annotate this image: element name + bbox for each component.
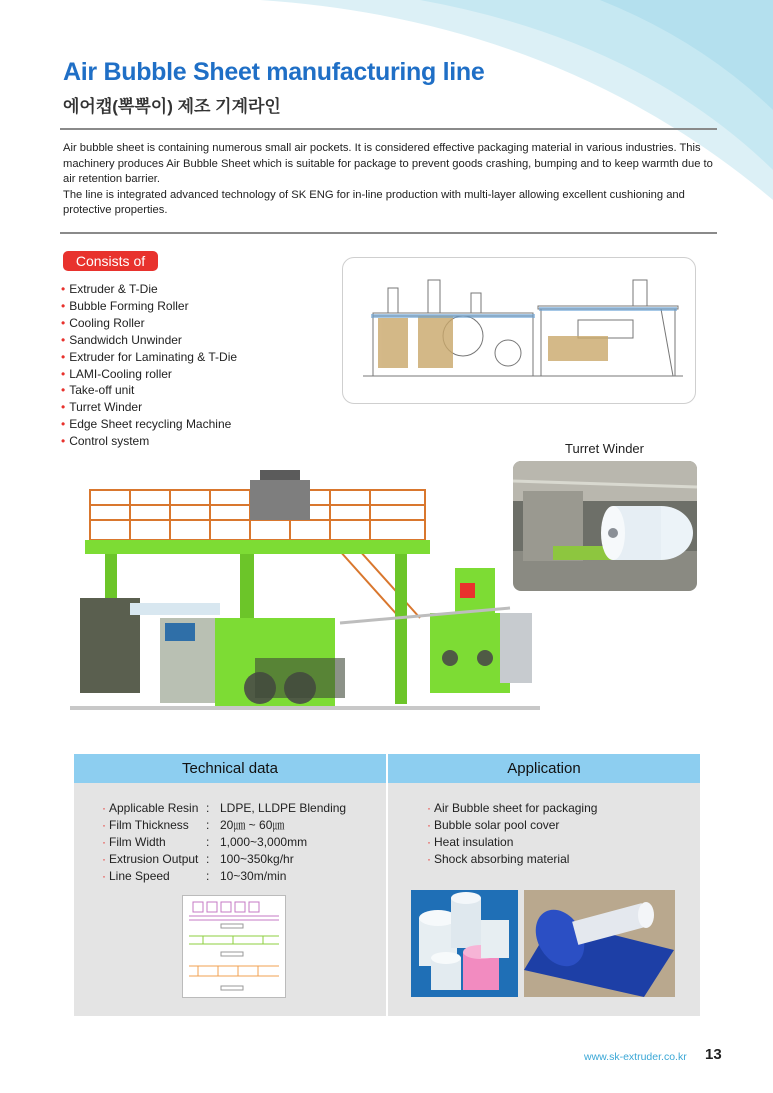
list-item: • LAMI-Cooling roller bbox=[61, 366, 172, 381]
list-item: • Sandwidch Unwinder bbox=[61, 332, 182, 347]
consists-of-heading: Consists of bbox=[63, 251, 158, 271]
bubble-rolls-photo bbox=[411, 890, 518, 997]
list-item: • Control system bbox=[61, 434, 150, 449]
bullet-dot: • bbox=[61, 366, 66, 381]
list-item: • Turret Winder bbox=[61, 400, 143, 415]
bullet-dot: • bbox=[61, 349, 66, 364]
list-item: • Extruder for Laminating & T-Die bbox=[61, 349, 238, 364]
blue-bubble-sheet-illustration bbox=[524, 890, 675, 997]
list-item: · Shock absorbing material bbox=[427, 852, 570, 866]
blue-bubble-sheet-photo bbox=[524, 890, 675, 997]
panel-divider bbox=[386, 754, 388, 1016]
intro-paragraph-2: The line is integrated advanced technology of SK ENG for in-line production with multi-layer allowing excellent cushioning and protective properties. bbox=[63, 188, 685, 216]
table-row: · Extrusion Output : 100~350kg/hr bbox=[102, 852, 294, 866]
application-header: Application bbox=[388, 754, 700, 783]
intro-text bbox=[63, 141, 713, 219]
table-row: · Film Thickness : 20㎛ ~ 60㎛ bbox=[102, 818, 285, 832]
bullet-dot: • bbox=[61, 298, 66, 313]
line-drawing-illustration bbox=[343, 258, 695, 403]
bullet-dot: • bbox=[61, 315, 66, 330]
background-swoosh bbox=[0, 0, 773, 260]
bullet-dot: • bbox=[61, 383, 66, 398]
table-row: · Film Width : 1,000~3,000mm bbox=[102, 835, 308, 849]
turret-winder-illustration bbox=[513, 461, 697, 591]
turret-winder-photo bbox=[513, 461, 697, 591]
footer-website: www.sk-extruder.co.kr bbox=[584, 1051, 687, 1063]
list-item: • Extruder & T-Die bbox=[61, 282, 158, 296]
bullet-dot: • bbox=[61, 282, 66, 296]
application-list bbox=[427, 800, 597, 868]
machine-illustration bbox=[70, 458, 540, 738]
technical-data-header: Technical data bbox=[74, 754, 386, 783]
intro-paragraph-1: Air bubble sheet is containing numerous small air pockets. It is considered effective packaging material in various industries. This machinery produces Air Bubble Sheet which is suitable for package to prevent goods crashing, bumping and to keep warmth due to air retention barrier. bbox=[63, 142, 713, 185]
technical-data-table bbox=[102, 800, 346, 885]
bubble-line-machine-photo bbox=[70, 458, 540, 738]
layout-diagram-thumbnail bbox=[182, 895, 286, 998]
bullet-dot: • bbox=[61, 417, 66, 432]
bullet-dot: • bbox=[61, 434, 66, 449]
divider-top bbox=[60, 128, 717, 130]
turret-winder-caption: Turret Winder bbox=[565, 441, 644, 456]
bullet-dot: • bbox=[61, 400, 66, 415]
table-row: · Applicable Resin : LDPE, LLDPE Blending bbox=[102, 801, 347, 815]
bullet-dot: • bbox=[61, 332, 66, 347]
components-list bbox=[61, 281, 237, 450]
divider-middle bbox=[60, 232, 717, 234]
list-item: • Cooling Roller bbox=[61, 315, 145, 330]
list-item: • Edge Sheet recycling Machine bbox=[61, 417, 232, 432]
list-item: • Take-off unit bbox=[61, 383, 135, 398]
table-row: · Line Speed : 10~30m/min bbox=[102, 869, 287, 883]
page-title: Air Bubble Sheet manufacturing line bbox=[63, 58, 485, 86]
layout-diagram-illustration bbox=[183, 896, 285, 997]
list-item: · Bubble solar pool cover bbox=[427, 818, 560, 832]
line-technical-drawing bbox=[342, 257, 696, 404]
bubble-rolls-illustration bbox=[411, 890, 518, 997]
list-item: · Air Bubble sheet for packaging bbox=[427, 801, 598, 815]
list-item: · Heat insulation bbox=[427, 835, 514, 849]
page-subtitle-korean: 에어캡(뽁뽁이) 제조 기계라인 bbox=[63, 97, 281, 116]
page-number: 13 bbox=[705, 1046, 722, 1063]
list-item: • Bubble Forming Roller bbox=[61, 298, 189, 313]
